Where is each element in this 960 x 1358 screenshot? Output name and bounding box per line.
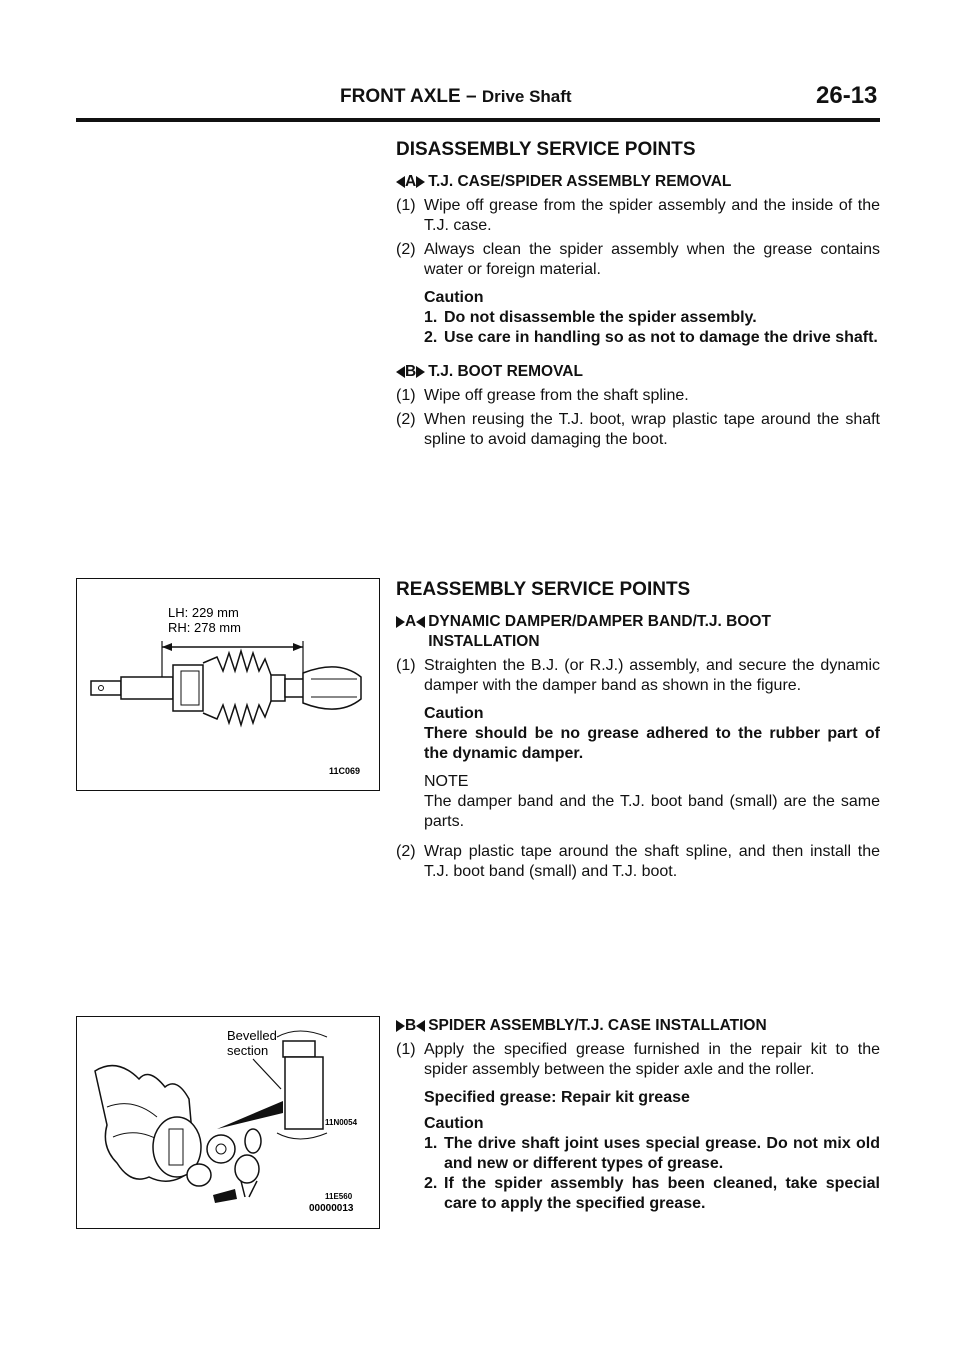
figure-spider-assembly: [76, 1016, 380, 1229]
right-arrow-icon: [396, 1020, 405, 1032]
figure-code-2: 11E560: [325, 1192, 353, 1201]
marker-b-install: [396, 1016, 425, 1036]
left-arrow-icon: [416, 1020, 425, 1032]
marker-letter: B: [405, 363, 417, 380]
left-arrow-icon: [396, 176, 405, 188]
step-number: (1): [396, 197, 416, 214]
figure-code: 11C069: [329, 766, 361, 776]
left-arrow-icon: [416, 616, 425, 628]
step: [396, 656, 880, 696]
reassembly-a-heading: [396, 612, 880, 652]
section-label: section: [227, 1043, 269, 1058]
bevelled-label: Bevelled: [227, 1028, 277, 1043]
lh-dimension: LH: 229 mm: [168, 605, 239, 620]
page-header: [340, 86, 572, 108]
caution-text: Do not disassemble the spider assembly.: [444, 309, 757, 326]
reassembly-section: [396, 578, 880, 882]
step-number: (2): [396, 241, 416, 258]
step-text: Always clean the spider assembly when the grease contains water or foreign material.: [424, 241, 880, 278]
grease-tube-icon: [213, 1189, 237, 1203]
step-text: Wipe off grease from the spider assembly and the inside of the T.J. case.: [424, 197, 880, 234]
caution-text: If the spider assembly has been cleaned, take special care to apply the specified grease.: [444, 1175, 880, 1212]
marker-b-removal: [396, 362, 425, 382]
reassembly-b-section: [396, 1016, 880, 1214]
spec-text: Specified grease: Repair kit grease: [424, 1089, 690, 1106]
step: [396, 1040, 880, 1080]
heading-text: SPIDER ASSEMBLY/T.J. CASE INSTALLATION: [428, 1017, 767, 1034]
caution-block: [424, 1114, 880, 1214]
step-text: Apply the specified grease furnished in the repair kit to the spider assembly between the spider axle and the roller.: [424, 1041, 880, 1078]
caution-number: 1.: [424, 1135, 438, 1152]
header-dash: –: [465, 86, 477, 107]
heading-text: T.J. CASE/SPIDER ASSEMBLY REMOVAL: [428, 173, 732, 190]
subsection-title: Drive Shaft: [481, 87, 572, 106]
heading-text: DYNAMIC DAMPER/DAMPER BAND/T.J. BOOT: [428, 613, 771, 630]
marker-letter: B: [405, 1017, 417, 1034]
right-arrow-icon: [396, 616, 405, 628]
note-block: [424, 772, 880, 832]
caution-text: There should be no grease adhered to the rubber part of the dynamic damper.: [424, 725, 880, 762]
step-number: (2): [396, 843, 416, 860]
caution-label: Caution: [424, 289, 484, 306]
step-number: (1): [396, 387, 416, 404]
rh-dimension: RH: 278 mm: [168, 620, 241, 635]
caution-item: [424, 328, 880, 348]
heading-text: T.J. BOOT REMOVAL: [428, 363, 583, 380]
drive-shaft-illustration: [77, 579, 379, 790]
step: [396, 386, 880, 406]
step-text: Straighten the B.J. (or R.J.) assembly, and secure the dynamic damper with the damper band as shown in the figure.: [424, 657, 880, 694]
caution-number: 1.: [424, 309, 438, 326]
spider-assembly-illustration: [77, 1017, 379, 1228]
caution-text: The drive shaft joint uses special grease. Do not mix old and new or different types of grease.: [444, 1135, 880, 1172]
step-number: (1): [396, 1041, 416, 1058]
right-arrow-icon: [416, 366, 425, 378]
header-rule: [76, 118, 880, 122]
step: [396, 842, 880, 882]
disassembly-a-heading: [396, 172, 880, 192]
caution-item: [424, 1174, 880, 1214]
step: [396, 240, 880, 280]
reassembly-title: REASSEMBLY SERVICE POINTS: [396, 579, 691, 600]
left-arrow-icon: [396, 366, 405, 378]
step: [396, 196, 880, 236]
page-number: 26-13: [816, 82, 878, 109]
disassembly-b-heading: [396, 362, 880, 382]
caution-text: Use care in handling so as not to damage the drive shaft.: [444, 329, 878, 346]
disassembly-title: DISASSEMBLY SERVICE POINTS: [396, 139, 696, 160]
step-text: When reusing the T.J. boot, wrap plastic tape around the shaft spline to avoid damaging the boot.: [424, 411, 880, 448]
marker-a-install: [396, 612, 425, 632]
caution-label: Caution: [424, 705, 484, 722]
reassembly-b-heading: [396, 1016, 880, 1036]
disassembly-section: [396, 138, 880, 450]
step-text: Wipe off grease from the shaft spline.: [424, 387, 689, 404]
right-arrow-icon: [416, 176, 425, 188]
caution-label: Caution: [424, 1115, 484, 1132]
step-text: Wrap plastic tape around the shaft spline, and then install the T.J. boot band (small) and T.J. boot.: [424, 843, 880, 880]
caution-item: [424, 308, 880, 328]
step-number: (2): [396, 411, 416, 428]
note-label: NOTE: [424, 773, 469, 790]
heading-text-cont: INSTALLATION: [428, 633, 540, 650]
step: [396, 410, 880, 450]
caution-number: 2.: [424, 329, 438, 346]
marker-letter: A: [405, 173, 417, 190]
marker-letter: A: [405, 613, 417, 630]
caution-item: [424, 1134, 880, 1174]
note-text: The damper band and the T.J. boot band (small) are the same parts.: [424, 793, 880, 830]
marker-a-removal: [396, 172, 425, 192]
figure-drive-shaft-dimension: [76, 578, 380, 791]
caution-block: [424, 704, 880, 764]
caution-block: [424, 288, 880, 348]
caution-number: 2.: [424, 1175, 438, 1192]
figure-code-3: 00000013: [309, 1203, 354, 1214]
section-title: FRONT AXLE: [340, 86, 461, 107]
figure-code-1: 11N0054: [325, 1118, 358, 1127]
step-number: (1): [396, 657, 416, 674]
